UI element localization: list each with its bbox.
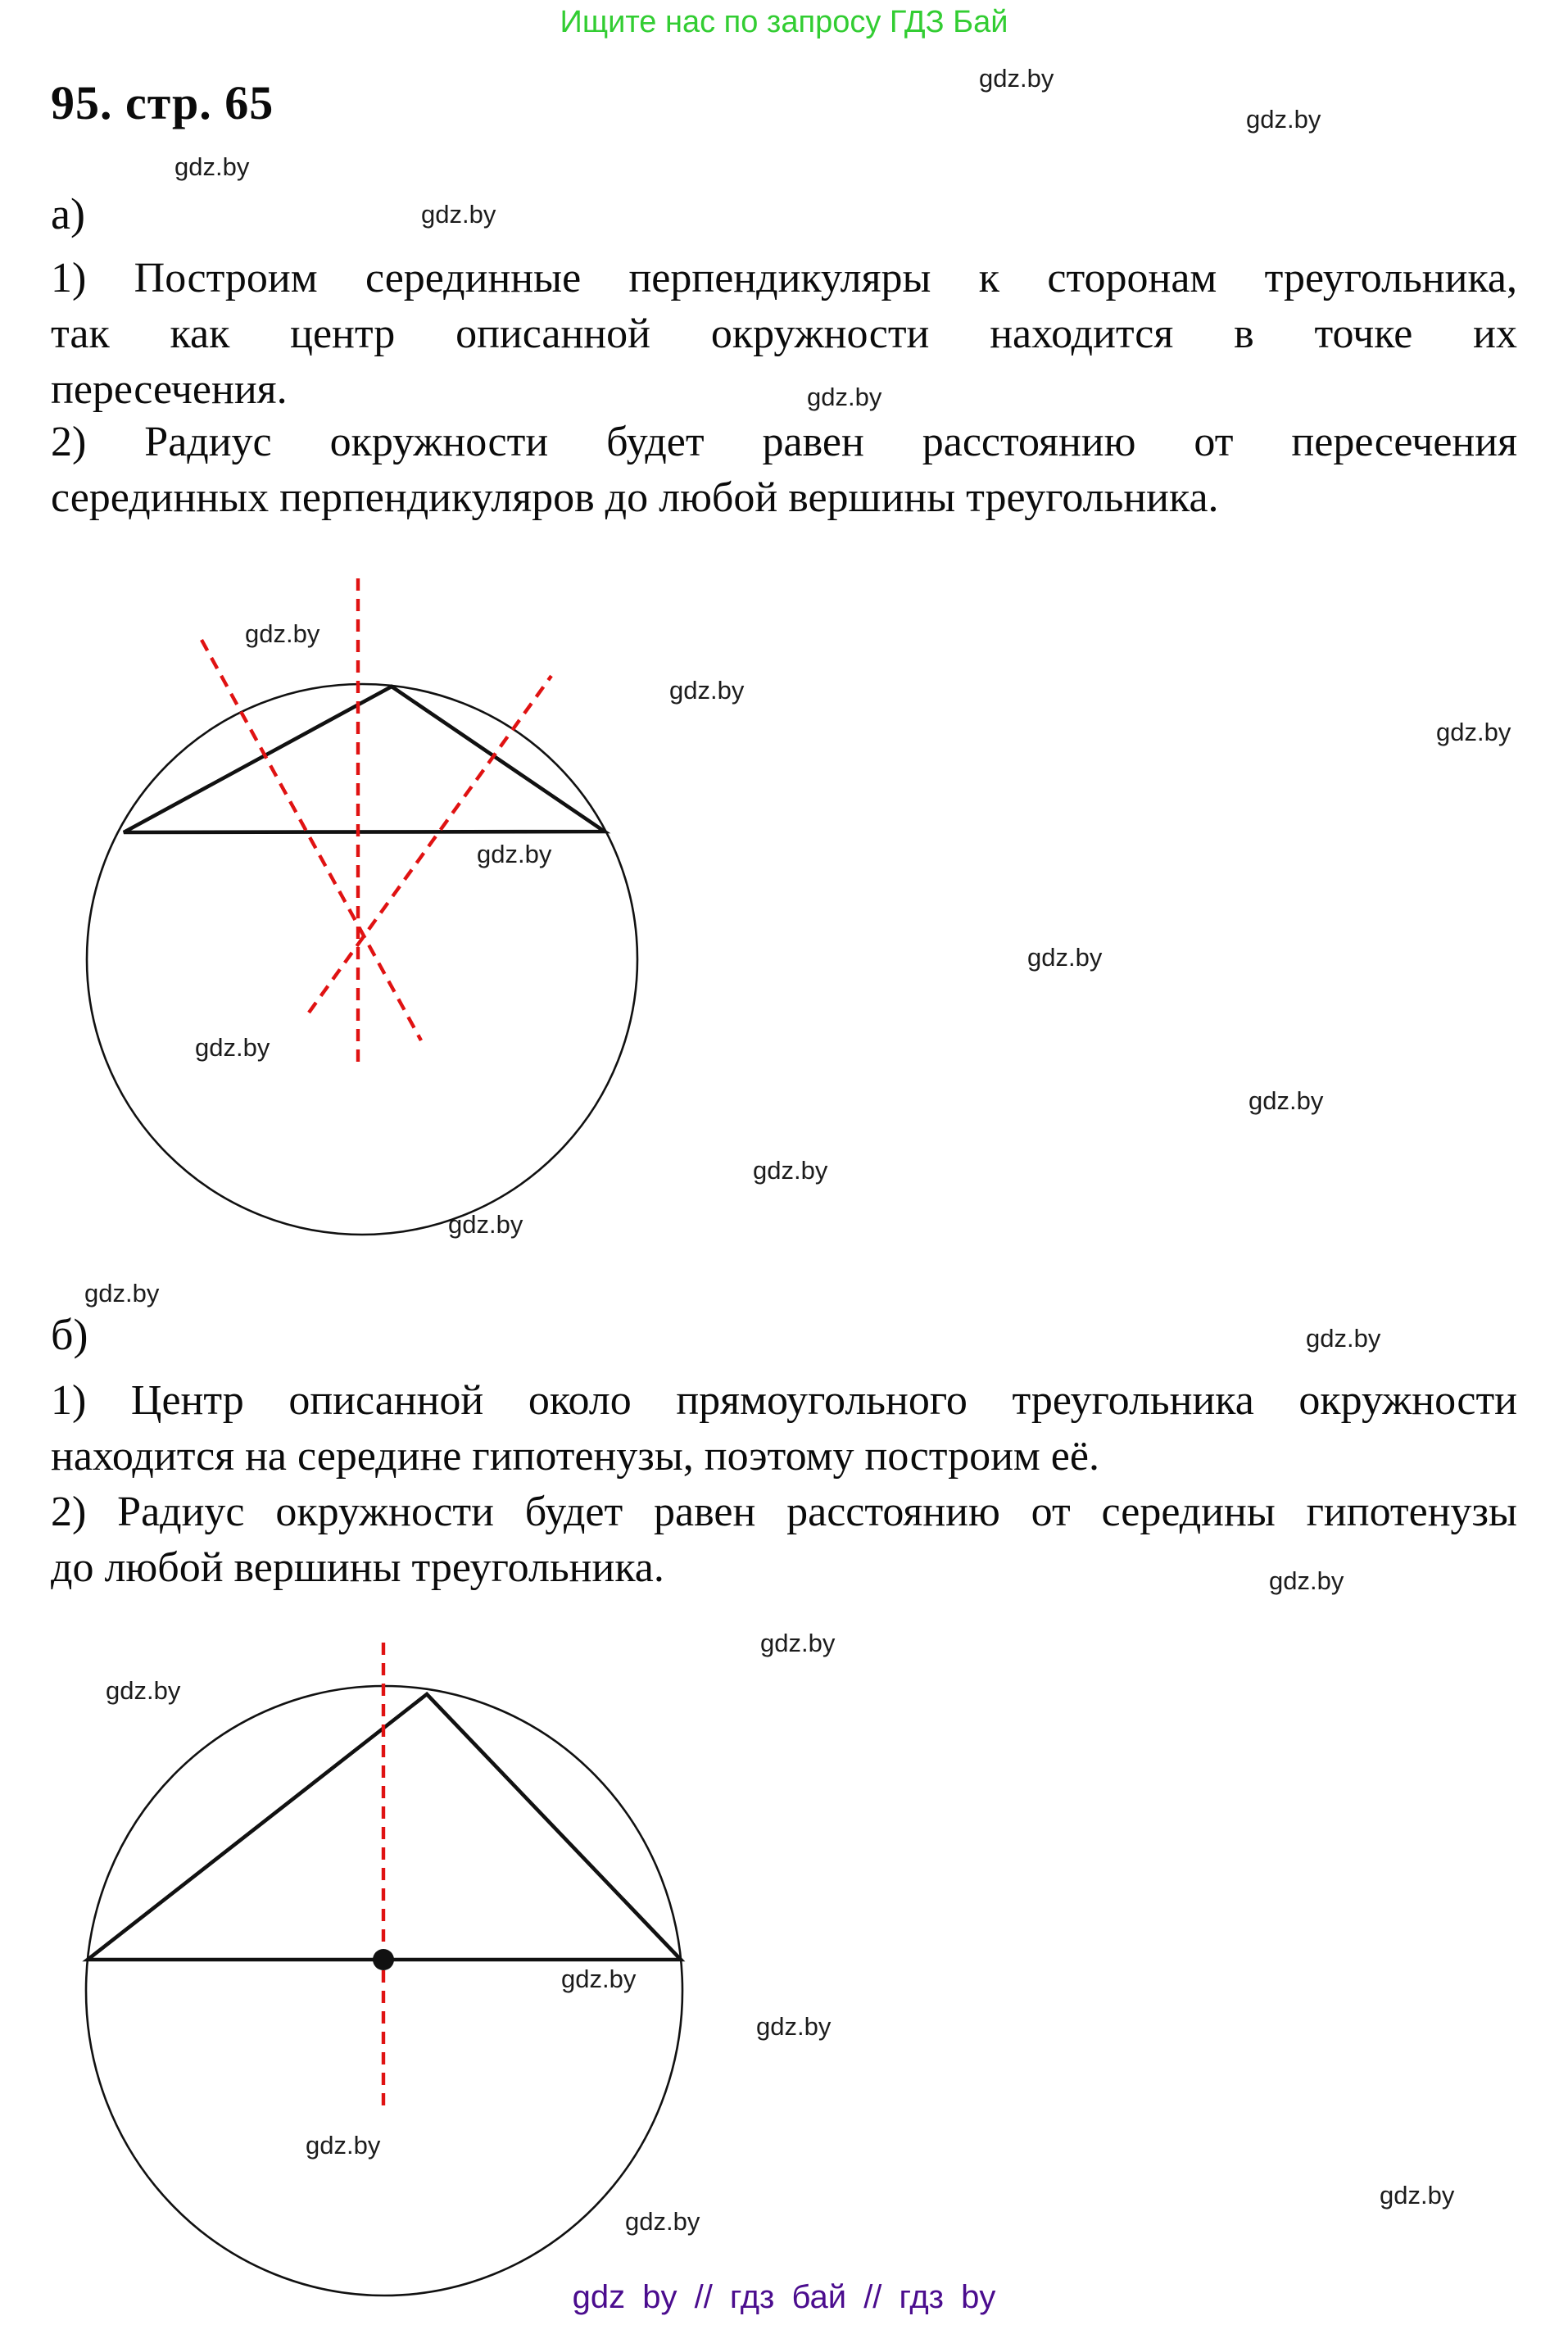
watermark: gdz.by bbox=[753, 1156, 828, 1185]
solution-a-line-3: пересечения. bbox=[51, 366, 288, 413]
watermark: gdz.by bbox=[421, 200, 496, 229]
section-a-label: а) bbox=[51, 189, 85, 238]
watermark: gdz.by bbox=[807, 383, 882, 411]
watermark: gdz.by bbox=[84, 1279, 160, 1308]
solution-b-line-4: до любой вершины треугольника. bbox=[51, 1544, 664, 1591]
promo-header: Ищите нас по запросу ГДЗ Бай bbox=[560, 5, 1008, 39]
watermark: gdz.by bbox=[1246, 105, 1321, 134]
footer-sites: gdz by // гдз бай // гдз by bbox=[572, 2279, 996, 2315]
solution-a-line-4: 2) Радиус окружности будет равен расстоянию от пересечения bbox=[51, 419, 1517, 465]
figure-circumscribed-circle-a bbox=[0, 557, 737, 1278]
solution-b-line-2: находится на середине гипотенузы, поэтому построим её. bbox=[51, 1433, 1099, 1480]
watermark: gdz.by bbox=[1249, 1086, 1324, 1115]
circumcenter-dot bbox=[373, 1949, 394, 1970]
watermark: gdz.by bbox=[306, 2131, 381, 2160]
solution-b-line-1: 1) Центр описанной около прямоугольного треугольника окружности bbox=[51, 1377, 1517, 1424]
section-b-label: б) bbox=[51, 1310, 88, 1359]
page-title: 95. стр. 65 bbox=[51, 76, 274, 129]
perpendicular-bisector-left bbox=[202, 640, 421, 1040]
watermark: gdz.by bbox=[756, 2012, 832, 2041]
solution-a-line-2: так как центр описанной окружности находится в точке их bbox=[51, 310, 1517, 357]
watermark: gdz.by bbox=[477, 840, 552, 868]
watermark: gdz.by bbox=[669, 676, 745, 705]
solution-a-line-5: серединных перпендикуляров до любой вершины треугольника. bbox=[51, 474, 1219, 521]
watermark: gdz.by bbox=[174, 152, 250, 181]
solution-a-line-1: 1) Построим серединные перпендикуляры к сторонам треугольника, bbox=[51, 255, 1517, 301]
watermark: gdz.by bbox=[245, 619, 320, 648]
watermark: gdz.by bbox=[1306, 1324, 1381, 1353]
circle-outline-a bbox=[87, 684, 637, 1235]
watermark: gdz.by bbox=[625, 2207, 700, 2236]
figure-circumscribed-circle-b bbox=[0, 1630, 737, 2325]
watermark: gdz.by bbox=[1380, 2181, 1455, 2209]
watermark: gdz.by bbox=[1269, 1566, 1344, 1595]
watermark: gdz.by bbox=[1436, 718, 1511, 746]
watermark: gdz.by bbox=[106, 1676, 181, 1705]
watermark: gdz.by bbox=[1027, 943, 1103, 972]
watermark: gdz.by bbox=[979, 64, 1054, 93]
watermark: gdz.by bbox=[195, 1033, 270, 1062]
watermark: gdz.by bbox=[561, 1965, 637, 1993]
solution-b-line-3: 2) Радиус окружности будет равен расстоянию от середины гипотенузы bbox=[51, 1489, 1517, 1535]
watermark: gdz.by bbox=[760, 1629, 836, 1657]
perpendicular-bisector-right bbox=[309, 676, 551, 1013]
triangle-a bbox=[124, 687, 605, 832]
watermark: gdz.by bbox=[448, 1210, 523, 1239]
